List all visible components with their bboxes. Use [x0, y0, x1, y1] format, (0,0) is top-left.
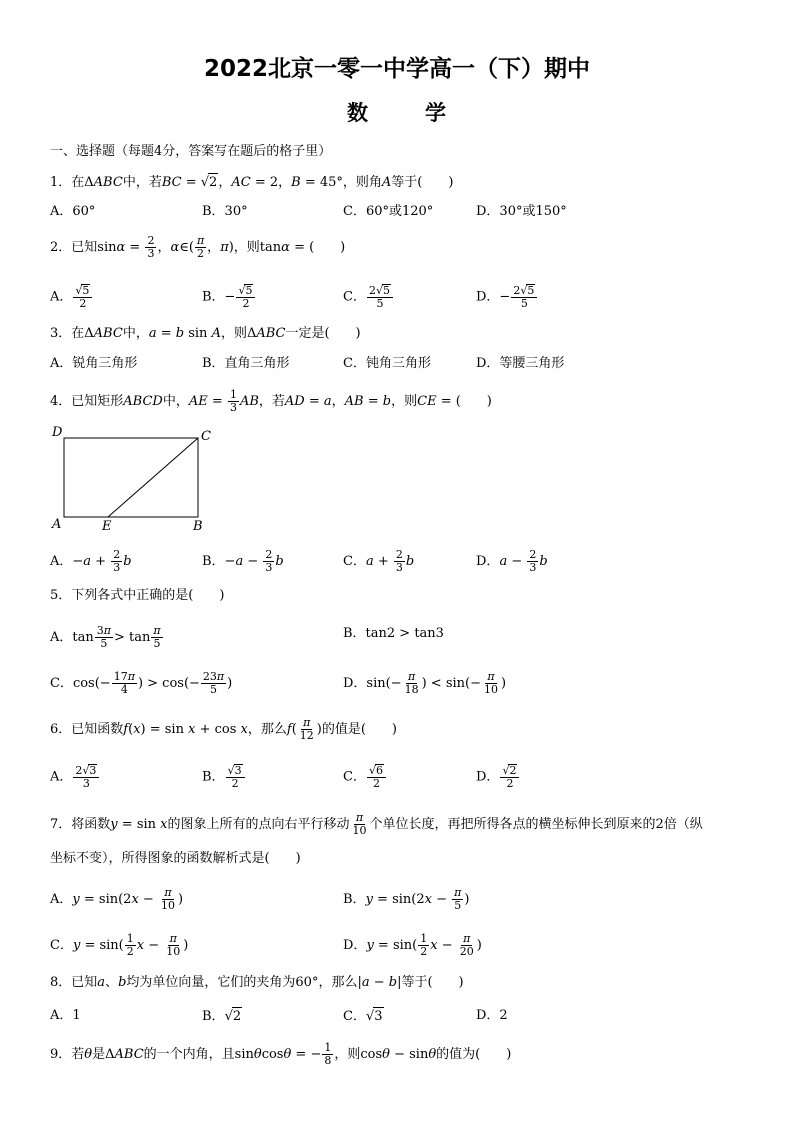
- question-5: [50, 587, 224, 605]
- q3-option-d: D．等腰三角形: [476, 356, 565, 371]
- q5-option-b: B．tan2 > tan3: [343, 626, 444, 641]
- q3-option-b: B．直角三角形: [202, 356, 290, 371]
- q7-option-d: D．y = sin( $\frac{1}{2}$ x − $\frac{\pi}{20}$ ): [343, 932, 482, 958]
- question-4: 4．已知矩形ABCD中，AE = $\frac{1}{3}$ AB，若AD = a，AB = b，则CE = ( ): [50, 388, 492, 414]
- q6-option-c: C． √ $\frac{6}{2}$: [343, 764, 387, 790]
- rectangle-figure: [46, 424, 226, 536]
- q8-option-c: C．√ 3: [343, 1007, 384, 1026]
- question-7-number: 7．: [50, 817, 72, 832]
- question-2: 2．已知sinα = $\frac{2}{3}$ ，α∈( $\frac{\pi}{2}$ ，π)，则tanα = ( ): [50, 234, 346, 260]
- q3-option-c: C．钝角三角形: [343, 356, 431, 371]
- q1-option-c: C．60°或120°: [343, 204, 434, 219]
- question-3: 3．在ΔABC中，a = b sin A，则ΔABC一定是( ): [50, 326, 361, 341]
- q2-option-c: C． $\frac{2√ 5}{5}$: [343, 284, 394, 310]
- question-6-number: 6．: [50, 722, 72, 737]
- q8-option-b: B．√ 2: [202, 1007, 242, 1026]
- q5-option-c: C．cos(− $\frac{17\pi}{4}$ ) > cos(− $\frac{23\pi}{5}$ ): [50, 670, 233, 696]
- q7-option-a: A．y = sin(2x − $\frac{\pi}{10}$ ): [50, 886, 184, 912]
- subject-title: [0, 97, 794, 127]
- question-9-number: 9．: [50, 1047, 72, 1062]
- q4-option-a: A．−a + $\frac{2}{3}$ b: [50, 548, 132, 574]
- q7-option-c: C．y = sin( $\frac{1}{2}$ x − $\frac{\pi}{10}$ ): [50, 932, 189, 958]
- q1-option-b: B．30°: [202, 204, 248, 219]
- question-3-number: 3．: [50, 326, 72, 341]
- q5-option-a: A．tan $\frac{3\pi}{5}$ > tan $\frac{\pi}{5}$: [50, 624, 161, 650]
- question-5-number: 5．: [50, 588, 72, 603]
- q2-option-d: D．− $\frac{2√ 5}{5}$: [476, 284, 538, 310]
- label-d: D: [52, 425, 63, 440]
- q5-option-d: D．sin(− $\frac{\pi}{18}$ ) < sin(− $\frac{\pi}{10}$ ): [343, 670, 507, 696]
- exam-title: 2022北京一零一中学高一（下）期中: [203, 56, 590, 82]
- question-5-text: 下列各式中正确的是( ): [71, 588, 225, 603]
- segment-ce: [108, 438, 198, 517]
- label-c: C: [201, 429, 211, 444]
- q6-option-b: B． √ $\frac{3}{2}$: [202, 764, 246, 790]
- rectangle-abcd: [64, 438, 198, 517]
- label-e: E: [102, 519, 112, 534]
- q3-option-a: A．锐角三角形: [50, 356, 138, 371]
- q6-option-d: D． √ $\frac{2}{2}$: [476, 764, 520, 790]
- section-heading: 一、选择题（每题4分，答案写在题后的格子里）: [50, 144, 332, 159]
- q4-option-b: B．−a − $\frac{2}{3}$ b: [202, 548, 284, 574]
- label-a: A: [52, 517, 62, 532]
- subject-char-1: 数: [347, 101, 369, 125]
- question-9: 9．若θ是ΔABC的一个内角，且sinθcosθ = − $\frac{1}{8}$ ，则cosθ − sinθ的值为( ): [50, 1041, 512, 1067]
- q2-option-b: B．− √ $\frac{5}{2}$: [202, 284, 256, 310]
- label-b: B: [193, 519, 203, 534]
- q6-option-a: A． $\frac{2√ 3}{3}$: [50, 764, 100, 790]
- question-7-line-2: 坐标不变），所得图象的函数解析式是( ): [50, 851, 301, 866]
- q1-option-d: D．30°或150°: [476, 204, 567, 219]
- question-1-number: 1．: [50, 175, 72, 190]
- q2-option-a: A． √ $\frac{5}{2}$: [50, 284, 93, 310]
- question-7-line-1: 7．将函数y = sin x的图象上所有的点向右平行移动 $\frac{\pi}{10}$ 个单位长度，再把所得各点的横坐标伸长到原来的2倍（纵: [50, 811, 703, 837]
- q8-option-d: D．2: [476, 1008, 508, 1023]
- question-2-number: 2．: [50, 240, 72, 255]
- question-8-number: 8．: [50, 975, 72, 990]
- q1-option-a: A．60°: [50, 204, 96, 219]
- subject-char-2: 学: [425, 101, 447, 125]
- q7-option-b: B．y = sin(2x − $\frac{\pi}{5}$ ): [343, 886, 470, 912]
- question-6: 6．已知函数f(x) = sin x + cos x，那么f( $\frac{\pi}{12}$ )的值是( ): [50, 716, 397, 742]
- question-8: 8．已知a、b均为单位向量，它们的夹角为60°，那么|a − b|等于( ): [50, 975, 464, 990]
- q4-option-d: D．a − $\frac{2}{3}$ b: [476, 548, 548, 574]
- question-4-number: 4．: [50, 394, 72, 409]
- q4-option-c: C．a + $\frac{2}{3}$ b: [343, 548, 415, 574]
- question-1: 1．在ΔABC中，若BC = √ 2，AC = 2，B = 45°，则角A等于( ): [50, 173, 453, 192]
- q8-option-a: A．1: [50, 1008, 81, 1023]
